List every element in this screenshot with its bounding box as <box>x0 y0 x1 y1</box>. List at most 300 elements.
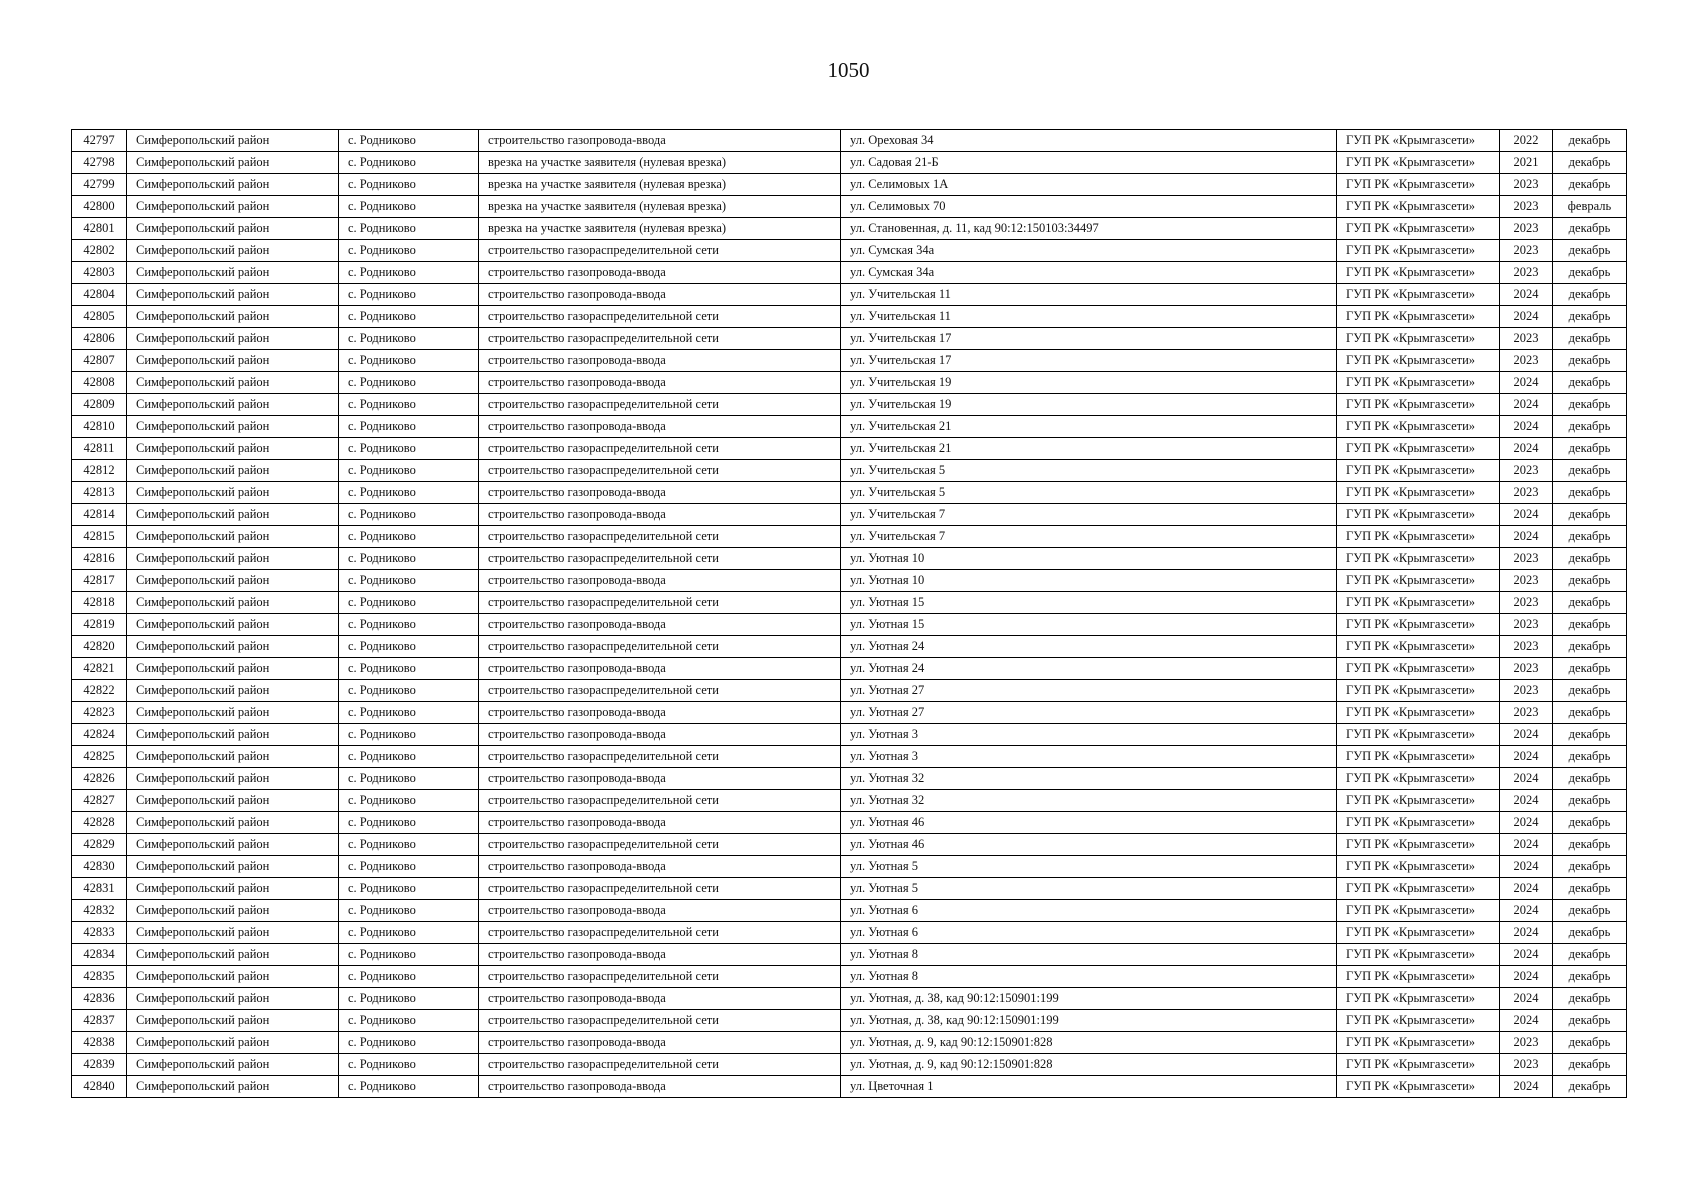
cell-address: ул. Учительская 19 <box>841 372 1337 394</box>
cell-organization: ГУП РК «Крымгазсети» <box>1337 856 1500 878</box>
cell-settlement: с. Родниково <box>339 240 479 262</box>
cell-number: 42839 <box>72 1054 127 1076</box>
cell-year: 2023 <box>1500 614 1553 636</box>
cell-address: ул. Уютная 27 <box>841 702 1337 724</box>
cell-year: 2021 <box>1500 152 1553 174</box>
cell-year: 2023 <box>1500 262 1553 284</box>
cell-settlement: с. Родниково <box>339 1054 479 1076</box>
cell-district: Симферопольский район <box>127 504 339 526</box>
cell-settlement: с. Родниково <box>339 702 479 724</box>
cell-organization: ГУП РК «Крымгазсети» <box>1337 328 1500 350</box>
cell-district: Симферопольский район <box>127 900 339 922</box>
cell-number: 42807 <box>72 350 127 372</box>
cell-year: 2024 <box>1500 878 1553 900</box>
cell-organization: ГУП РК «Крымгазсети» <box>1337 592 1500 614</box>
cell-address: ул. Уютная 24 <box>841 636 1337 658</box>
cell-number: 42816 <box>72 548 127 570</box>
registry-table <box>71 129 1627 1098</box>
cell-organization: ГУП РК «Крымгазсети» <box>1337 504 1500 526</box>
cell-number: 42810 <box>72 416 127 438</box>
cell-address: ул. Уютная 46 <box>841 812 1337 834</box>
cell-address: ул. Учительская 17 <box>841 328 1337 350</box>
cell-month: декабрь <box>1553 680 1627 702</box>
cell-month: декабрь <box>1553 306 1627 328</box>
table-row <box>72 262 1627 284</box>
cell-year: 2023 <box>1500 548 1553 570</box>
cell-district: Симферопольский район <box>127 812 339 834</box>
cell-month: декабрь <box>1553 130 1627 152</box>
cell-district: Симферопольский район <box>127 658 339 680</box>
cell-district: Симферопольский район <box>127 416 339 438</box>
cell-settlement: с. Родниково <box>339 636 479 658</box>
cell-month: декабрь <box>1553 438 1627 460</box>
cell-address: ул. Сумская 34а <box>841 262 1337 284</box>
cell-organization: ГУП РК «Крымгазсети» <box>1337 482 1500 504</box>
cell-settlement: с. Родниково <box>339 900 479 922</box>
cell-address: ул. Садовая 21-Б <box>841 152 1337 174</box>
page-number: 1050 <box>827 58 870 82</box>
table-row <box>72 592 1627 614</box>
cell-district: Симферопольский район <box>127 680 339 702</box>
cell-address: ул. Селимовых 70 <box>841 196 1337 218</box>
cell-work-type: строительство газораспределительной сети <box>479 306 841 328</box>
cell-work-type: врезка на участке заявителя (нулевая врезка) <box>479 174 841 196</box>
cell-month: декабрь <box>1553 746 1627 768</box>
cell-organization: ГУП РК «Крымгазсети» <box>1337 636 1500 658</box>
table-row <box>72 636 1627 658</box>
cell-work-type: врезка на участке заявителя (нулевая врезка) <box>479 152 841 174</box>
cell-settlement: с. Родниково <box>339 394 479 416</box>
cell-number: 42830 <box>72 856 127 878</box>
cell-organization: ГУП РК «Крымгазсети» <box>1337 790 1500 812</box>
table-row <box>72 460 1627 482</box>
cell-settlement: с. Родниково <box>339 526 479 548</box>
cell-district: Симферопольский район <box>127 328 339 350</box>
cell-number: 42802 <box>72 240 127 262</box>
cell-organization: ГУП РК «Крымгазсети» <box>1337 416 1500 438</box>
cell-month: декабрь <box>1553 548 1627 570</box>
cell-address: ул. Уютная 3 <box>841 746 1337 768</box>
cell-organization: ГУП РК «Крымгазсети» <box>1337 834 1500 856</box>
cell-work-type: строительство газопровода-ввода <box>479 284 841 306</box>
cell-month: декабрь <box>1553 174 1627 196</box>
cell-district: Симферопольский район <box>127 768 339 790</box>
table-row <box>72 130 1627 152</box>
cell-work-type: строительство газопровода-ввода <box>479 768 841 790</box>
cell-address: ул. Уютная 8 <box>841 944 1337 966</box>
cell-number: 42814 <box>72 504 127 526</box>
cell-settlement: с. Родниково <box>339 306 479 328</box>
cell-district: Симферопольский район <box>127 372 339 394</box>
cell-work-type: строительство газораспределительной сети <box>479 746 841 768</box>
cell-number: 42817 <box>72 570 127 592</box>
cell-organization: ГУП РК «Крымгазсети» <box>1337 922 1500 944</box>
table-row <box>72 306 1627 328</box>
cell-district: Симферопольский район <box>127 790 339 812</box>
cell-year: 2023 <box>1500 482 1553 504</box>
cell-organization: ГУП РК «Крымгазсети» <box>1337 218 1500 240</box>
cell-number: 42834 <box>72 944 127 966</box>
cell-address: ул. Учительская 5 <box>841 482 1337 504</box>
cell-settlement: с. Родниково <box>339 680 479 702</box>
cell-address: ул. Учительская 21 <box>841 438 1337 460</box>
cell-year: 2024 <box>1500 416 1553 438</box>
cell-organization: ГУП РК «Крымгазсети» <box>1337 768 1500 790</box>
cell-work-type: строительство газопровода-ввода <box>479 658 841 680</box>
cell-work-type: строительство газораспределительной сети <box>479 922 841 944</box>
cell-organization: ГУП РК «Крымгазсети» <box>1337 1054 1500 1076</box>
cell-address: ул. Уютная 32 <box>841 790 1337 812</box>
cell-district: Симферопольский район <box>127 394 339 416</box>
table-row <box>72 196 1627 218</box>
cell-address: ул. Уютная 15 <box>841 592 1337 614</box>
cell-year: 2023 <box>1500 328 1553 350</box>
cell-month: декабрь <box>1553 768 1627 790</box>
cell-address: ул. Сумская 34а <box>841 240 1337 262</box>
cell-year: 2023 <box>1500 570 1553 592</box>
cell-number: 42804 <box>72 284 127 306</box>
cell-work-type: врезка на участке заявителя (нулевая врезка) <box>479 196 841 218</box>
cell-year: 2023 <box>1500 218 1553 240</box>
cell-organization: ГУП РК «Крымгазсети» <box>1337 130 1500 152</box>
cell-number: 42824 <box>72 724 127 746</box>
cell-settlement: с. Родниково <box>339 482 479 504</box>
cell-district: Симферопольский район <box>127 966 339 988</box>
cell-number: 42812 <box>72 460 127 482</box>
cell-year: 2024 <box>1500 438 1553 460</box>
cell-year: 2024 <box>1500 1076 1553 1098</box>
cell-district: Симферопольский район <box>127 526 339 548</box>
cell-year: 2023 <box>1500 350 1553 372</box>
cell-number: 42838 <box>72 1032 127 1054</box>
cell-work-type: строительство газопровода-ввода <box>479 504 841 526</box>
table-row <box>72 570 1627 592</box>
table-row <box>72 812 1627 834</box>
cell-settlement: с. Родниково <box>339 130 479 152</box>
cell-month: декабрь <box>1553 878 1627 900</box>
cell-year: 2024 <box>1500 284 1553 306</box>
cell-organization: ГУП РК «Крымгазсети» <box>1337 812 1500 834</box>
cell-number: 42820 <box>72 636 127 658</box>
cell-work-type: врезка на участке заявителя (нулевая врезка) <box>479 218 841 240</box>
cell-settlement: с. Родниково <box>339 350 479 372</box>
cell-work-type: строительство газопровода-ввода <box>479 350 841 372</box>
cell-year: 2023 <box>1500 1054 1553 1076</box>
cell-settlement: с. Родниково <box>339 548 479 570</box>
cell-organization: ГУП РК «Крымгазсети» <box>1337 394 1500 416</box>
cell-month: декабрь <box>1553 944 1627 966</box>
cell-settlement: с. Родниково <box>339 504 479 526</box>
cell-district: Симферопольский район <box>127 592 339 614</box>
cell-work-type: строительство газораспределительной сети <box>479 834 841 856</box>
cell-district: Симферопольский район <box>127 1076 339 1098</box>
cell-number: 42805 <box>72 306 127 328</box>
cell-organization: ГУП РК «Крымгазсети» <box>1337 372 1500 394</box>
cell-district: Симферопольский район <box>127 1010 339 1032</box>
cell-number: 42826 <box>72 768 127 790</box>
cell-number: 42806 <box>72 328 127 350</box>
cell-address: ул. Уютная 10 <box>841 548 1337 570</box>
cell-month: декабрь <box>1553 1076 1627 1098</box>
cell-month: декабрь <box>1553 1032 1627 1054</box>
table-row <box>72 900 1627 922</box>
table-row <box>72 416 1627 438</box>
cell-organization: ГУП РК «Крымгазсети» <box>1337 680 1500 702</box>
cell-work-type: строительство газопровода-ввода <box>479 988 841 1010</box>
cell-organization: ГУП РК «Крымгазсети» <box>1337 350 1500 372</box>
cell-number: 42822 <box>72 680 127 702</box>
cell-month: декабрь <box>1553 328 1627 350</box>
cell-settlement: с. Родниково <box>339 812 479 834</box>
table-row <box>72 702 1627 724</box>
cell-settlement: с. Родниково <box>339 878 479 900</box>
cell-settlement: с. Родниково <box>339 988 479 1010</box>
cell-number: 42801 <box>72 218 127 240</box>
cell-district: Симферопольский район <box>127 856 339 878</box>
table-row <box>72 988 1627 1010</box>
cell-address: ул. Уютная 5 <box>841 878 1337 900</box>
cell-month: декабрь <box>1553 900 1627 922</box>
cell-district: Симферопольский район <box>127 878 339 900</box>
cell-organization: ГУП РК «Крымгазсети» <box>1337 1076 1500 1098</box>
cell-settlement: с. Родниково <box>339 658 479 680</box>
cell-district: Симферопольский район <box>127 988 339 1010</box>
cell-number: 42803 <box>72 262 127 284</box>
cell-settlement: с. Родниково <box>339 614 479 636</box>
cell-year: 2024 <box>1500 988 1553 1010</box>
cell-work-type: строительство газораспределительной сети <box>479 1010 841 1032</box>
cell-work-type: строительство газопровода-ввода <box>479 130 841 152</box>
cell-district: Симферопольский район <box>127 548 339 570</box>
table-row <box>72 922 1627 944</box>
cell-year: 2024 <box>1500 768 1553 790</box>
cell-organization: ГУП РК «Крымгазсети» <box>1337 152 1500 174</box>
cell-address: ул. Уютная, д. 38, кад 90:12:150901:199 <box>841 988 1337 1010</box>
cell-address: ул. Уютная 10 <box>841 570 1337 592</box>
cell-work-type: строительство газопровода-ввода <box>479 812 841 834</box>
cell-address: ул. Уютная 5 <box>841 856 1337 878</box>
cell-settlement: с. Родниково <box>339 944 479 966</box>
cell-settlement: с. Родниково <box>339 438 479 460</box>
table-row <box>72 328 1627 350</box>
cell-organization: ГУП РК «Крымгазсети» <box>1337 570 1500 592</box>
table-row <box>72 856 1627 878</box>
cell-work-type: строительство газопровода-ввода <box>479 724 841 746</box>
cell-year: 2024 <box>1500 306 1553 328</box>
cell-month: декабрь <box>1553 284 1627 306</box>
cell-number: 42799 <box>72 174 127 196</box>
cell-month: декабрь <box>1553 834 1627 856</box>
cell-settlement: с. Родниково <box>339 834 479 856</box>
cell-organization: ГУП РК «Крымгазсети» <box>1337 1010 1500 1032</box>
table-row <box>72 834 1627 856</box>
cell-district: Симферопольский район <box>127 570 339 592</box>
table-row <box>72 548 1627 570</box>
cell-year: 2024 <box>1500 394 1553 416</box>
cell-district: Симферопольский район <box>127 636 339 658</box>
table-row <box>72 680 1627 702</box>
cell-month: декабрь <box>1553 460 1627 482</box>
cell-year: 2024 <box>1500 372 1553 394</box>
cell-year: 2023 <box>1500 658 1553 680</box>
cell-year: 2023 <box>1500 636 1553 658</box>
cell-year: 2023 <box>1500 196 1553 218</box>
cell-organization: ГУП РК «Крымгазсети» <box>1337 240 1500 262</box>
cell-number: 42835 <box>72 966 127 988</box>
cell-work-type: строительство газораспределительной сети <box>479 438 841 460</box>
cell-year: 2024 <box>1500 856 1553 878</box>
table-row <box>72 878 1627 900</box>
cell-district: Симферопольский район <box>127 240 339 262</box>
cell-address: ул. Уютная, д. 9, кад 90:12:150901:828 <box>841 1032 1337 1054</box>
cell-month: декабрь <box>1553 636 1627 658</box>
cell-year: 2024 <box>1500 790 1553 812</box>
cell-address: ул. Учительская 5 <box>841 460 1337 482</box>
cell-work-type: строительство газопровода-ввода <box>479 262 841 284</box>
cell-year: 2023 <box>1500 592 1553 614</box>
cell-month: декабрь <box>1553 1010 1627 1032</box>
cell-work-type: строительство газопровода-ввода <box>479 944 841 966</box>
cell-settlement: с. Родниково <box>339 922 479 944</box>
cell-settlement: с. Родниково <box>339 1032 479 1054</box>
cell-address: ул. Учительская 11 <box>841 306 1337 328</box>
cell-district: Симферопольский район <box>127 944 339 966</box>
cell-work-type: строительство газопровода-ввода <box>479 482 841 504</box>
cell-number: 42818 <box>72 592 127 614</box>
cell-month: декабрь <box>1553 350 1627 372</box>
cell-organization: ГУП РК «Крымгазсети» <box>1337 526 1500 548</box>
table-row <box>72 746 1627 768</box>
cell-address: ул. Учительская 19 <box>841 394 1337 416</box>
table-row <box>72 482 1627 504</box>
cell-address: ул. Учительская 21 <box>841 416 1337 438</box>
cell-address: ул. Ореховая 34 <box>841 130 1337 152</box>
cell-settlement: с. Родниково <box>339 416 479 438</box>
table-row <box>72 240 1627 262</box>
cell-work-type: строительство газораспределительной сети <box>479 790 841 812</box>
cell-number: 42837 <box>72 1010 127 1032</box>
cell-month: декабрь <box>1553 372 1627 394</box>
cell-organization: ГУП РК «Крымгазсети» <box>1337 614 1500 636</box>
cell-address: ул. Учительская 7 <box>841 526 1337 548</box>
table-row <box>72 1010 1627 1032</box>
cell-number: 42811 <box>72 438 127 460</box>
cell-organization: ГУП РК «Крымгазсети» <box>1337 548 1500 570</box>
cell-month: февраль <box>1553 196 1627 218</box>
cell-address: ул. Уютная 8 <box>841 966 1337 988</box>
cell-district: Симферопольский район <box>127 834 339 856</box>
cell-work-type: строительство газораспределительной сети <box>479 460 841 482</box>
cell-number: 42832 <box>72 900 127 922</box>
cell-organization: ГУП РК «Крымгазсети» <box>1337 746 1500 768</box>
cell-district: Симферопольский район <box>127 922 339 944</box>
table-row <box>72 1054 1627 1076</box>
cell-work-type: строительство газопровода-ввода <box>479 614 841 636</box>
cell-organization: ГУП РК «Крымгазсети» <box>1337 196 1500 218</box>
table-row <box>72 1032 1627 1054</box>
cell-settlement: с. Родниково <box>339 1010 479 1032</box>
cell-settlement: с. Родниково <box>339 218 479 240</box>
cell-number: 42800 <box>72 196 127 218</box>
table-row <box>72 1076 1627 1098</box>
cell-district: Симферопольский район <box>127 1032 339 1054</box>
cell-organization: ГУП РК «Крымгазсети» <box>1337 306 1500 328</box>
cell-work-type: строительство газораспределительной сети <box>479 1054 841 1076</box>
cell-settlement: с. Родниково <box>339 768 479 790</box>
cell-year: 2024 <box>1500 922 1553 944</box>
cell-address: ул. Уютная 15 <box>841 614 1337 636</box>
cell-number: 42833 <box>72 922 127 944</box>
cell-month: декабрь <box>1553 592 1627 614</box>
cell-number: 42797 <box>72 130 127 152</box>
cell-organization: ГУП РК «Крымгазсети» <box>1337 658 1500 680</box>
cell-settlement: с. Родниково <box>339 570 479 592</box>
cell-year: 2024 <box>1500 526 1553 548</box>
cell-organization: ГУП РК «Крымгазсети» <box>1337 724 1500 746</box>
cell-district: Симферопольский район <box>127 262 339 284</box>
cell-address: ул. Учительская 17 <box>841 350 1337 372</box>
cell-year: 2023 <box>1500 1032 1553 1054</box>
cell-month: декабрь <box>1553 482 1627 504</box>
cell-settlement: с. Родниково <box>339 174 479 196</box>
cell-year: 2024 <box>1500 900 1553 922</box>
cell-settlement: с. Родниково <box>339 966 479 988</box>
cell-address: ул. Уютная 32 <box>841 768 1337 790</box>
table-row <box>72 966 1627 988</box>
cell-district: Симферопольский район <box>127 724 339 746</box>
cell-settlement: с. Родниково <box>339 724 479 746</box>
cell-year: 2024 <box>1500 812 1553 834</box>
cell-settlement: с. Родниково <box>339 460 479 482</box>
cell-organization: ГУП РК «Крымгазсети» <box>1337 1032 1500 1054</box>
cell-address: ул. Уютная 6 <box>841 922 1337 944</box>
cell-month: декабрь <box>1553 416 1627 438</box>
cell-district: Симферопольский район <box>127 218 339 240</box>
table-row <box>72 504 1627 526</box>
cell-district: Симферопольский район <box>127 482 339 504</box>
table-row <box>72 394 1627 416</box>
cell-organization: ГУП РК «Крымгазсети» <box>1337 174 1500 196</box>
cell-work-type: строительство газопровода-ввода <box>479 416 841 438</box>
cell-organization: ГУП РК «Крымгазсети» <box>1337 262 1500 284</box>
cell-settlement: с. Родниково <box>339 196 479 218</box>
cell-month: декабрь <box>1553 812 1627 834</box>
cell-month: декабрь <box>1553 790 1627 812</box>
cell-month: декабрь <box>1553 724 1627 746</box>
cell-year: 2023 <box>1500 174 1553 196</box>
table-row <box>72 284 1627 306</box>
cell-month: декабрь <box>1553 570 1627 592</box>
cell-work-type: строительство газораспределительной сети <box>479 526 841 548</box>
cell-organization: ГУП РК «Крымгазсети» <box>1337 702 1500 724</box>
cell-month: декабрь <box>1553 988 1627 1010</box>
table-row <box>72 372 1627 394</box>
cell-work-type: строительство газораспределительной сети <box>479 328 841 350</box>
cell-district: Симферопольский район <box>127 350 339 372</box>
cell-settlement: с. Родниково <box>339 746 479 768</box>
cell-address: ул. Уютная 6 <box>841 900 1337 922</box>
table-row <box>72 944 1627 966</box>
table-row <box>72 174 1627 196</box>
cell-settlement: с. Родниково <box>339 284 479 306</box>
cell-work-type: строительство газораспределительной сети <box>479 592 841 614</box>
cell-number: 42809 <box>72 394 127 416</box>
cell-district: Симферопольский район <box>127 702 339 724</box>
cell-district: Симферопольский район <box>127 460 339 482</box>
cell-district: Симферопольский район <box>127 196 339 218</box>
table-row <box>72 614 1627 636</box>
cell-organization: ГУП РК «Крымгазсети» <box>1337 988 1500 1010</box>
